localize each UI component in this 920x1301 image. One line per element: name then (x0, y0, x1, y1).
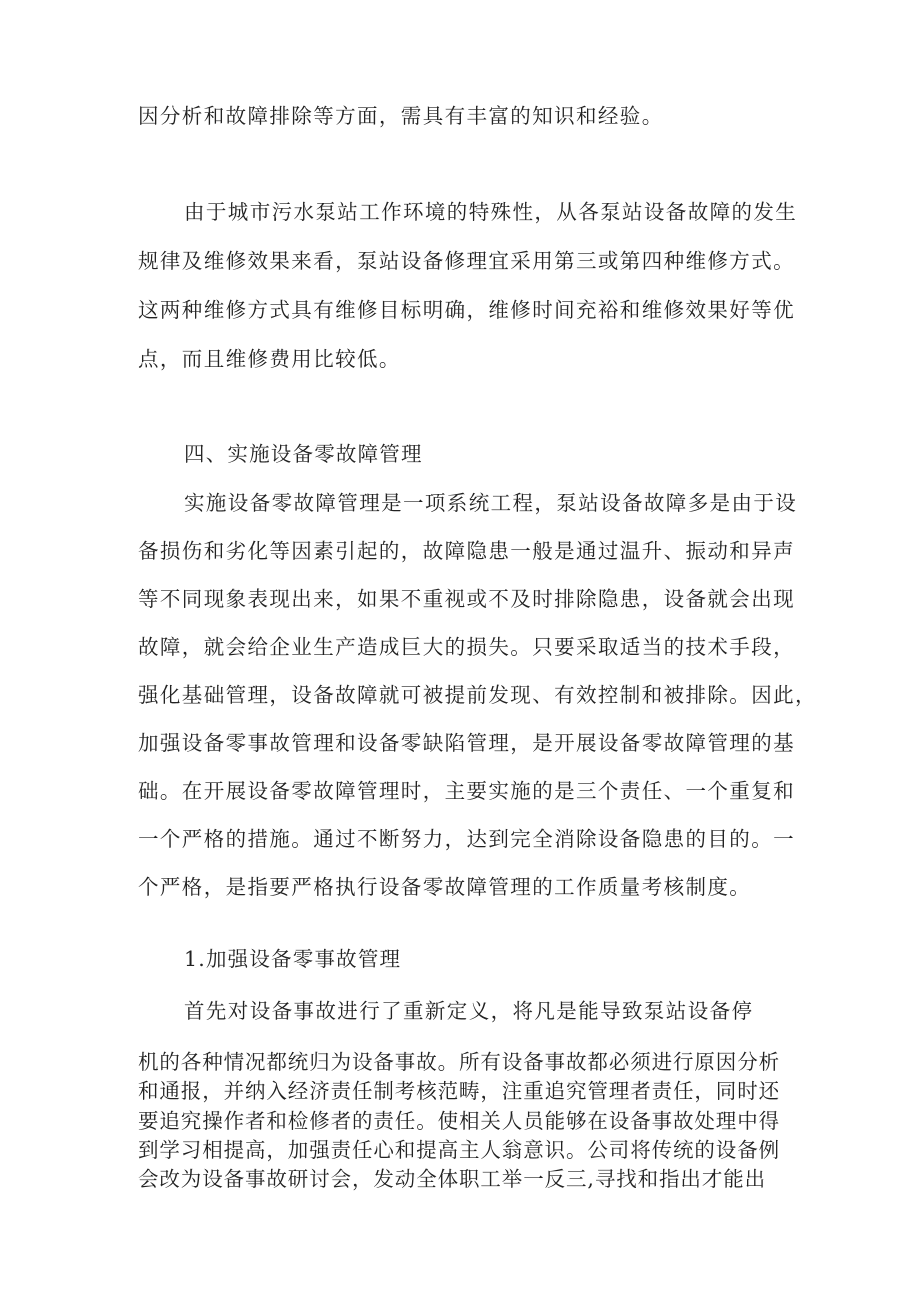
text-line: 因分析和故障排除等方面，需具有丰富的知识和经验。 (138, 104, 664, 128)
text-line: 实施设备零故障管理是一项系统工程，泵站设备故障多是由于设 (184, 491, 798, 515)
text-line: 机的各种情况都统归为设备事故。所有设备事故都必须进行原因分析 (138, 1050, 780, 1074)
text-line: 强化基础管理，设备故障就可被提前发现、有效控制和被排除。因此， (138, 683, 817, 707)
text-line: 础。在开展设备零故障管理时，主要实施的是三个责任、一个重复和 (138, 779, 795, 803)
text-line: 点，而且维修费用比较低。 (138, 347, 401, 371)
text-line: 首先对设备事故进行了重新定义，将凡是能导致泵站设备停 (184, 999, 754, 1023)
subheading: 1.加强设备零事故管理 (184, 947, 402, 971)
text-line: 一个严格的措施。通过不断努力，达到完全消除设备隐患的目的。一 (138, 827, 795, 851)
text-line: 到学习相提高，加强责任心和提高主人翁意识。公司将传统的设备例 (138, 1138, 780, 1162)
text-line: 由于城市污水泵站工作环境的特殊性，从各泵站设备故障的发生 (184, 200, 798, 224)
text-line: 加强设备零事故管理和设备零缺陷管理，是开展设备零故障管理的基 (138, 731, 795, 755)
text-line: 备损伤和劣化等因素引起的，故障隐患一般是通过温升、振动和异声 (138, 539, 795, 563)
section-heading: 四、实施设备零故障管理 (184, 442, 423, 466)
text-line: 和通报，并纳入经济责任制考核范畴，注重追究管理者责任，同时还 (138, 1079, 780, 1103)
text-line: 个严格，是指要严格执行设备零故障管理的工作质量考核制度。 (138, 875, 752, 899)
text-line: 规律及维修效果来看，泵站设备修理宜采用第三或第四种维修方式。 (138, 249, 795, 273)
text-line: 这两种维修方式具有维修目标明确，维修时间充裕和维修效果好等优 (138, 298, 795, 322)
text-line: 要追究操作者和检修者的责任。使相关人员能够在设备事故处理中得 (138, 1109, 780, 1133)
text-line: 故障，就会给企业生产造成巨大的损失。只要采取适当的技术手段， (138, 635, 795, 659)
text-line: 等不同现象表现出来，如果不重视或不及时排除隐患，设备就会出现 (138, 587, 795, 611)
text-line: 会改为设备事故研讨会，发动全体职工举一反三,寻找和指出才能出 (138, 1167, 767, 1191)
